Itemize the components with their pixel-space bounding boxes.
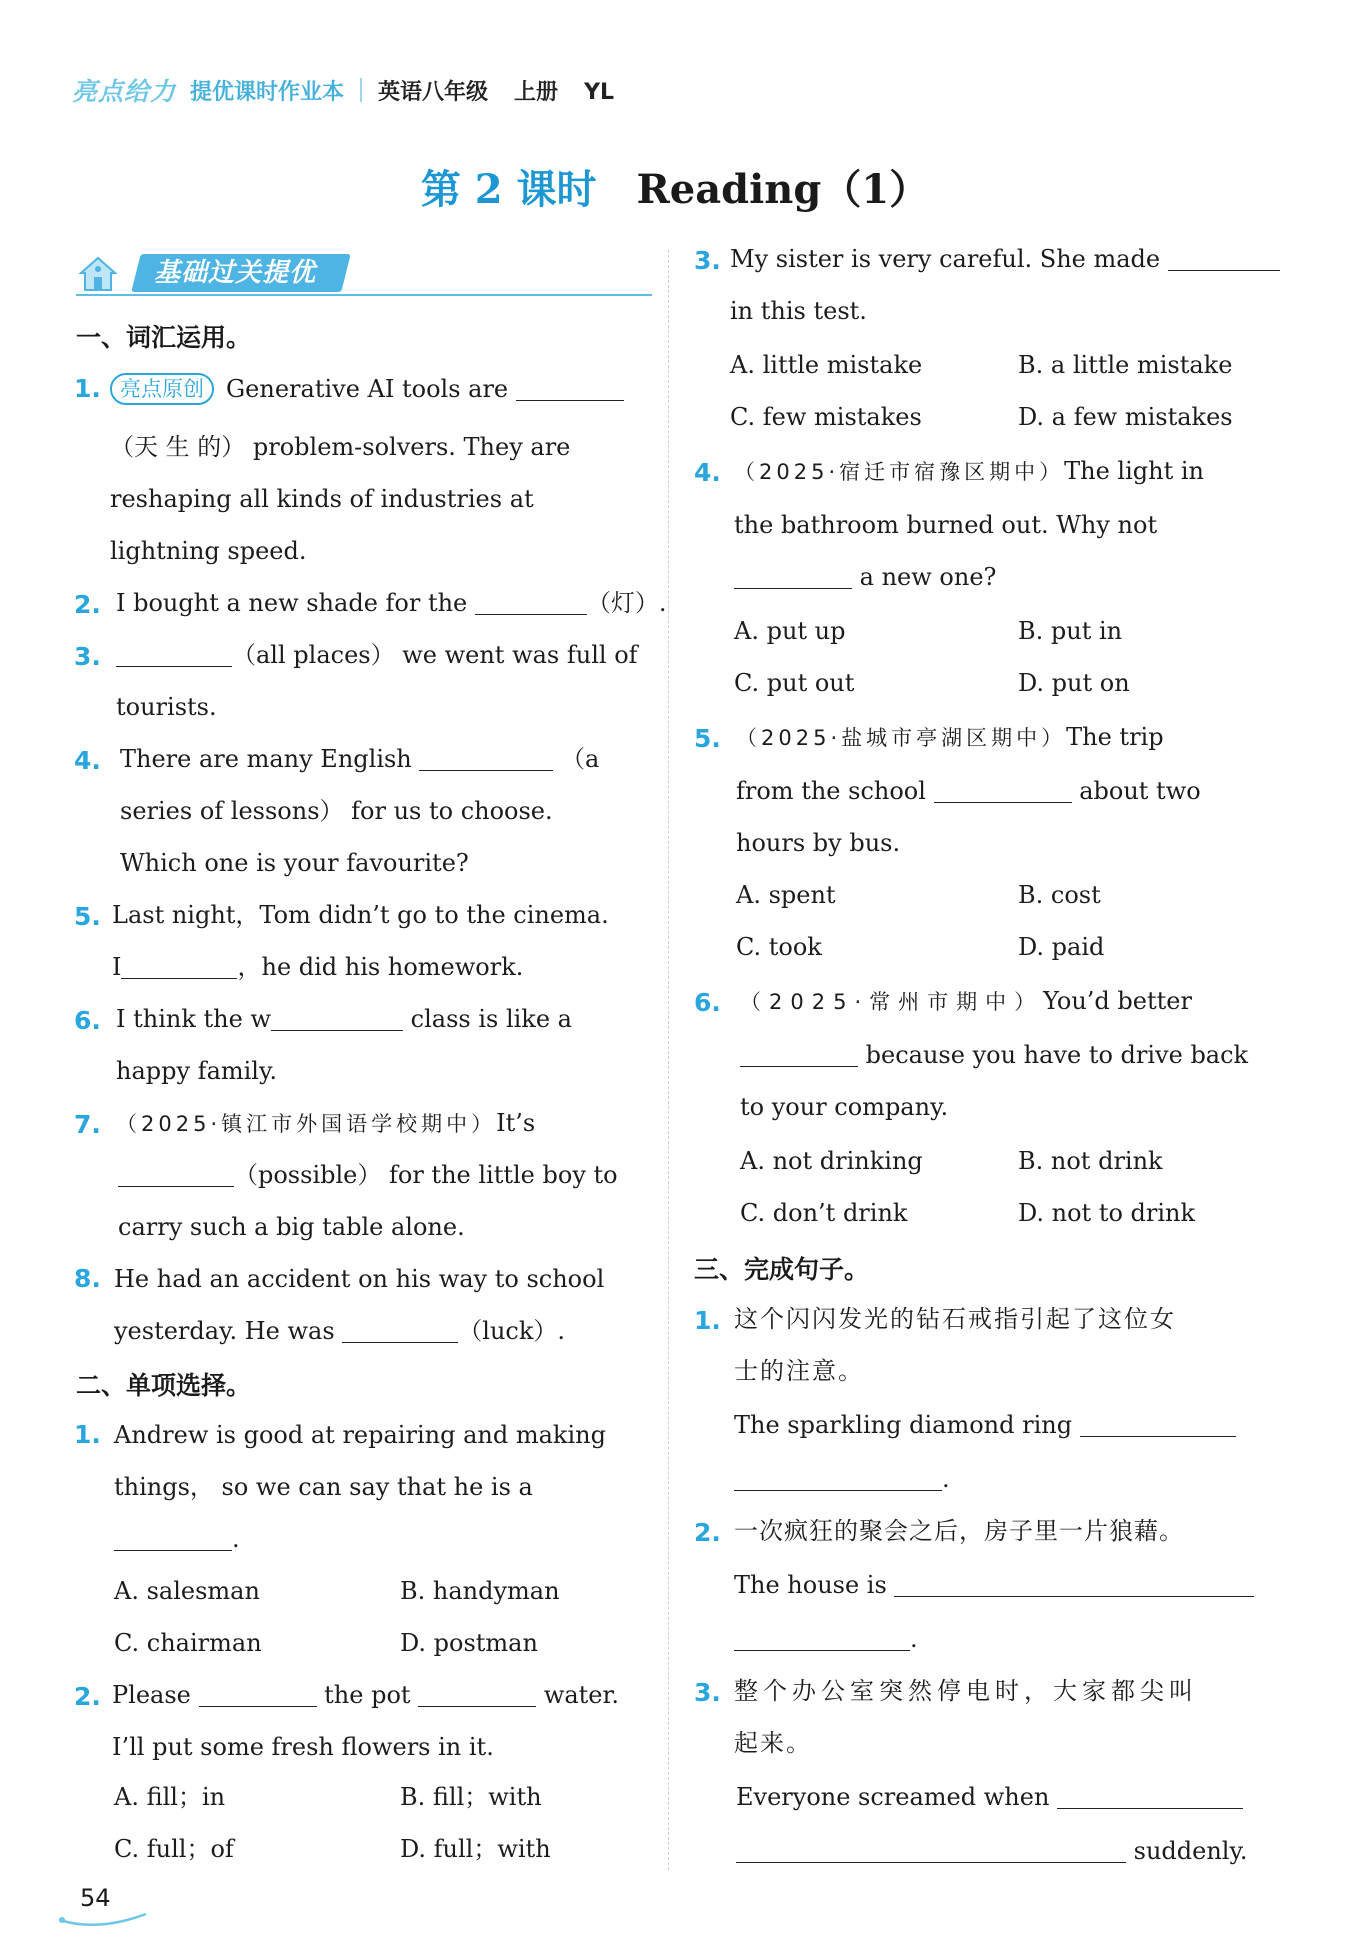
question-number: 2. xyxy=(74,590,101,619)
question-text: （all places） we went was full of xyxy=(116,638,638,672)
question-number: 5. xyxy=(694,724,721,753)
answer-blank[interactable] xyxy=(199,1680,317,1707)
answer-blank[interactable] xyxy=(736,1836,1126,1863)
option-c[interactable]: C. chairman xyxy=(114,1629,262,1657)
edition-label: YL xyxy=(584,79,615,105)
section2-heading: 二、单项选择。 xyxy=(76,1371,252,1400)
option-b[interactable]: B. fill；with xyxy=(400,1783,542,1811)
question-text: Last night，Tom didn’t go to the cinema. xyxy=(112,901,609,929)
option-c[interactable]: C. took xyxy=(736,933,822,961)
question-number: 1. xyxy=(694,1306,721,1335)
question-text: Everyone screamed when xyxy=(736,1780,1243,1814)
section3-heading: 三、完成句子。 xyxy=(694,1255,870,1284)
question-text: My sister is very careful. She made xyxy=(730,242,1280,276)
option-a[interactable]: A. spent xyxy=(736,881,836,909)
section1-heading: 一、词汇运用。 xyxy=(76,323,252,352)
question-text: I’ll put some fresh flowers in it. xyxy=(112,1733,494,1761)
question-text: reshaping all kinds of industries at xyxy=(110,485,534,513)
answer-blank[interactable] xyxy=(734,1464,942,1491)
question-text: （possible） for the little boy to xyxy=(118,1158,618,1192)
question-text: The house is xyxy=(734,1568,1254,1602)
question-text: yesterday. He was （luck）. xyxy=(114,1317,566,1345)
answer-blank[interactable] xyxy=(894,1570,1254,1597)
option-c[interactable]: C. full；of xyxy=(114,1835,234,1863)
question-number: 4. xyxy=(694,458,721,487)
question-number: 3. xyxy=(694,246,721,275)
option-d[interactable]: D. postman xyxy=(400,1629,538,1657)
original-badge: 亮点原创 xyxy=(110,373,214,405)
question-source: （2025·盐城市亭湖区期中） xyxy=(736,726,1067,750)
section-banner xyxy=(76,252,652,296)
option-d[interactable]: D. not to drink xyxy=(1018,1199,1196,1227)
question-text: Please the pot water. xyxy=(112,1681,619,1709)
question-text: （2025·盐城市亭湖区期中）The trip xyxy=(736,723,1164,751)
question-number: 6. xyxy=(74,1006,101,1035)
question-number: 3. xyxy=(694,1678,721,1707)
answer-blank[interactable] xyxy=(342,1316,458,1343)
question-text: tourists. xyxy=(116,693,217,721)
answer-blank[interactable] xyxy=(740,1040,858,1067)
option-a[interactable]: A. salesman xyxy=(114,1577,260,1605)
option-a[interactable]: A. put up xyxy=(734,617,846,645)
question-text: a new one? xyxy=(734,560,996,594)
header-divider xyxy=(360,78,362,102)
question-number: 2. xyxy=(694,1518,721,1547)
question-text: I bought a new shade for the （灯）. xyxy=(116,589,667,617)
question-text: series of lessons） for us to choose. xyxy=(120,797,553,825)
answer-blank[interactable] xyxy=(418,1680,536,1707)
banner-label: 基础过关提优 xyxy=(154,258,317,288)
option-d[interactable]: D. full；with xyxy=(400,1835,551,1863)
question-number: 8. xyxy=(74,1264,101,1293)
lesson-name: Reading（1） xyxy=(636,166,930,213)
option-d[interactable]: D. a few mistakes xyxy=(1018,403,1233,431)
option-b[interactable]: B. a little mistake xyxy=(1018,351,1233,379)
question-text: Andrew is good at repairing and making xyxy=(114,1421,606,1449)
answer-blank[interactable] xyxy=(419,744,553,771)
option-a[interactable]: A. little mistake xyxy=(730,351,923,379)
question-number: 6. xyxy=(694,988,721,1017)
option-b[interactable]: B. put in xyxy=(1018,617,1123,645)
question-text: He had an accident on his way to school xyxy=(114,1265,605,1293)
answer-blank[interactable] xyxy=(934,776,1072,803)
answer-blank[interactable] xyxy=(734,562,852,589)
series-name: 提优课时作业本 xyxy=(190,79,345,105)
question-text: I ，he did his homework. xyxy=(112,953,524,981)
question-number: 3. xyxy=(74,642,101,671)
question-text: The sparkling diamond ring xyxy=(734,1408,1236,1442)
question-text: （2025·宿迁市宿豫区期中）The light in xyxy=(734,457,1204,485)
option-b[interactable]: B. cost xyxy=(1018,881,1101,909)
subject-label: 英语八年级 xyxy=(378,79,489,105)
option-c[interactable]: C. few mistakes xyxy=(730,403,922,431)
option-c[interactable]: C. don’t drink xyxy=(740,1199,908,1227)
option-a[interactable]: A. not drinking xyxy=(740,1147,923,1175)
answer-blank[interactable] xyxy=(116,640,232,667)
page-header xyxy=(72,72,640,108)
question-text: to your company. xyxy=(740,1093,949,1121)
question-text: （2025·镇江市外国语学校期中）It’s xyxy=(116,1109,536,1137)
question-text: 整个办公室突然停电时，大家都尖叫 xyxy=(734,1677,1198,1705)
question-number: 1. xyxy=(74,374,101,403)
question-source: （2025·宿迁市宿豫区期中） xyxy=(734,460,1065,484)
answer-blank[interactable] xyxy=(516,374,624,401)
question-text: happy family. xyxy=(116,1057,277,1085)
question-text: lightning speed. xyxy=(110,537,307,565)
question-source: （2025·镇江市外国语学校期中） xyxy=(116,1112,497,1136)
answer-blank[interactable] xyxy=(121,952,237,979)
question-text: I think the w class is like a xyxy=(116,1005,572,1033)
question-text: 士的注意。 xyxy=(734,1357,864,1385)
option-b[interactable]: B. not drink xyxy=(1018,1147,1163,1175)
question-text: suddenly. xyxy=(736,1834,1247,1868)
book-info xyxy=(378,75,640,106)
option-b[interactable]: B. handyman xyxy=(400,1577,560,1605)
question-text: things， so we can say that he is a xyxy=(114,1473,533,1501)
question-text: carry such a big table alone. xyxy=(118,1213,465,1241)
question-text: from the school about two xyxy=(736,777,1201,805)
question-text: because you have to drive back xyxy=(740,1038,1248,1072)
answer-blank[interactable] xyxy=(734,1624,910,1651)
banner-label-box xyxy=(131,254,350,292)
question-text: Which one is your favourite? xyxy=(120,849,469,877)
question-text: 一次疯狂的聚会之后，房子里一片狼藉。 xyxy=(734,1517,1184,1545)
question-text: in this test. xyxy=(730,297,867,325)
swoosh-decoration-icon xyxy=(58,1912,148,1928)
volume-label: 上册 xyxy=(514,79,559,105)
answer-blank[interactable] xyxy=(118,1160,234,1187)
question-source: （2025·常州市期中） xyxy=(740,990,1044,1014)
answer-blank[interactable] xyxy=(475,588,587,615)
answer-blank[interactable] xyxy=(271,1004,403,1031)
question-number: 1. xyxy=(74,1420,101,1449)
page-title xyxy=(0,158,1350,215)
question-number: 4. xyxy=(74,746,101,775)
column-divider xyxy=(668,250,669,1870)
answer-blank[interactable] xyxy=(1057,1782,1243,1809)
option-c[interactable]: C. put out xyxy=(734,669,855,697)
question-text: 这个闪闪发光的钻石戒指引起了这位女 xyxy=(734,1305,1176,1333)
question-text: hours by bus. xyxy=(736,829,901,857)
brand-logo: 亮点给力 xyxy=(72,77,177,106)
answer-blank[interactable] xyxy=(114,1524,232,1551)
option-d[interactable]: D. paid xyxy=(1018,933,1105,961)
question-text: 亮点原创 Generative AI tools are xyxy=(110,372,624,406)
option-d[interactable]: D. put on xyxy=(1018,669,1130,697)
question-text: （天 生 的） problem-solvers. They are xyxy=(110,433,571,461)
question-number: 5. xyxy=(74,902,101,931)
question-text: . xyxy=(734,1622,918,1656)
question-text: There are many English （a xyxy=(120,745,600,773)
question-text: the bathroom burned out. Why not xyxy=(734,511,1158,539)
option-a[interactable]: A. fill；in xyxy=(114,1783,226,1811)
question-number: 7. xyxy=(74,1110,101,1139)
house-icon xyxy=(78,254,118,294)
question-number: 2. xyxy=(74,1682,101,1711)
lesson-number: 第 2 课时 xyxy=(420,166,597,213)
answer-blank[interactable] xyxy=(1168,244,1280,271)
question-text: 起来。 xyxy=(734,1729,812,1757)
banner-underline xyxy=(76,294,652,296)
question-text: . xyxy=(114,1522,240,1556)
answer-blank[interactable] xyxy=(1080,1410,1236,1437)
question-text: （2025·常州市期中）You’d better xyxy=(740,987,1192,1015)
page-number: 54 xyxy=(80,1884,111,1912)
question-text: . xyxy=(734,1462,950,1496)
